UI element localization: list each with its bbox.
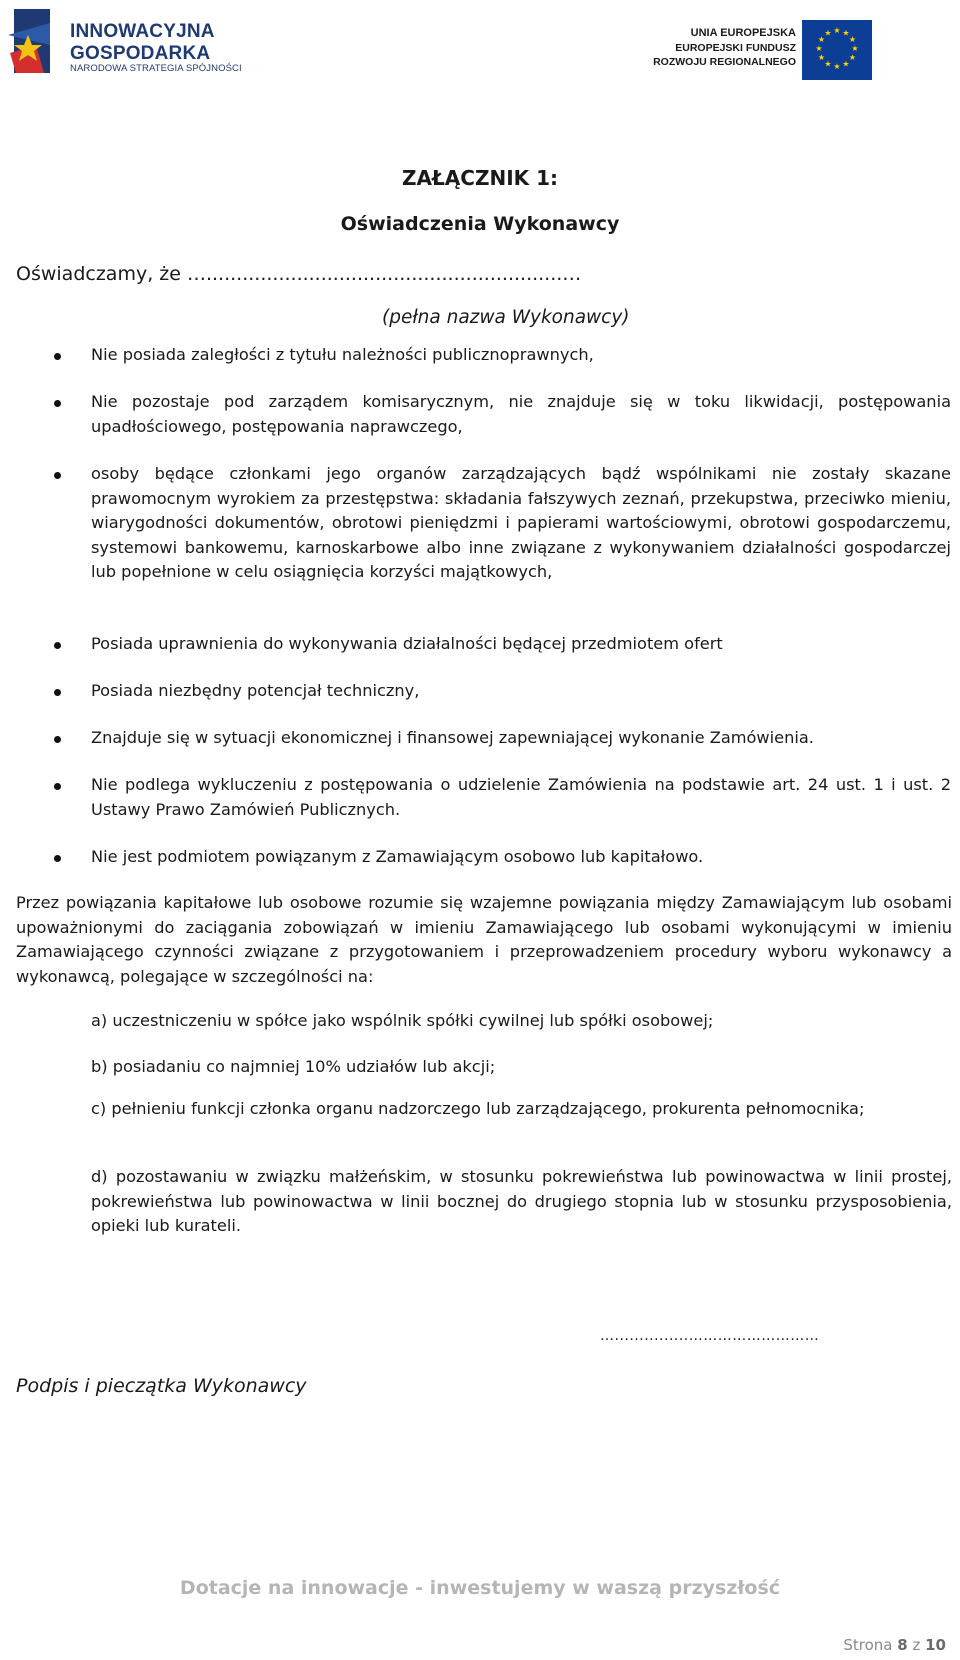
logo-text-line3: NARODOWA STRATEGIA SPÓJNOŚCI (70, 63, 242, 74)
bullet-dot (54, 353, 61, 360)
eu-logo (653, 18, 872, 82)
page-number (843, 1636, 946, 1654)
page-total: 10 (925, 1636, 946, 1654)
eu-logo-line3: ROZWOJU REGIONALNEGO (653, 56, 796, 68)
svg-text:★: ★ (842, 28, 850, 38)
logo-text-line1: INNOWACYJNA (70, 21, 215, 42)
svg-text:★: ★ (851, 44, 859, 53)
document-title: ZAŁĄCZNIK 1: (401, 166, 559, 190)
svg-text:★: ★ (815, 44, 823, 53)
eu-stars-icon (802, 20, 872, 80)
bullet-dot (54, 400, 61, 407)
bullet-dot (54, 642, 61, 649)
bullet-dot (54, 472, 61, 479)
svg-text:★: ★ (817, 53, 826, 62)
declaration-lead: Oświadczamy, że …...........................................................… (16, 263, 582, 285)
eu-logo-line2: EUROPEJSKI FUNDUSZ (675, 42, 796, 54)
bullet-item: Nie posiada zaległości z tytułu należności publicznoprawnych, (91, 345, 594, 364)
document-subtitle: Oświadczenia Wykonawcy (340, 213, 620, 235)
logo-text-line2: GOSPODARKA (70, 43, 211, 64)
bullet-item: Znajduje się w sytuacji ekonomicznej i finansowej zapewniającej wykonanie Zamówienia. (91, 728, 814, 747)
svg-text:★: ★ (833, 26, 841, 35)
svg-text:★: ★ (824, 28, 832, 38)
svg-text:★: ★ (848, 35, 857, 44)
bullet-dot (54, 783, 61, 790)
program-emblem-icon (6, 5, 66, 77)
innowacyjna-gospodarka-logo (6, 5, 242, 77)
bullet-dot (54, 736, 61, 743)
sub-item: a) uczestniczeniu w spółce jako wspólnik spółki cywilnej lub spółki osobowej; (91, 1011, 714, 1030)
svg-text:★: ★ (848, 53, 857, 62)
svg-text:★: ★ (824, 59, 832, 69)
contractor-name-hint: (pełna nazwa Wykonawcy) (382, 307, 630, 328)
bullet-item: Nie podlega wykluczeniu z postępowania o udzielenie Zamówienia na podstawie art. 24 ust. 1 i ust. 2 Ustawy Prawo Zamówień Publicznych. (91, 775, 951, 819)
page-prefix: Strona (843, 1636, 893, 1654)
sub-item: d) pozostawaniu w związku małżeńskim, w stosunku pokrewieństwa lub powinowactwa w linii prostej, pokrewieństwa lub powinowactwa w linii bocznej do drugiego stopnia lub w stosunku przysposobienia, opieki lub kurateli. (91, 1167, 952, 1235)
eu-flag-icon (802, 20, 872, 80)
sub-item: c) pełnieniu funkcji członka organu nadzorczego lub zarządzającego, prokurenta pełnomocnika; (91, 1099, 865, 1118)
page-current: 8 (897, 1636, 908, 1654)
signature-label: Podpis i pieczątka Wykonawcy (16, 1375, 307, 1397)
signature-line: …...............……………………… (600, 1328, 820, 1344)
svg-text:★: ★ (833, 62, 841, 71)
bullet-item: Posiada uprawnienia do wykonywania działalności będącej przedmiotem ofert (91, 634, 723, 653)
page-separator: z (912, 1636, 921, 1654)
bullet-item: osoby będące członkami jego organów zarządzających bądź wspólnikami nie zostały skazane prawomocnym wyrokiem za przestępstwa: składania fałszywych zeznań, przekupstwa, przeciwko mieniu, wiarygodności dokumentów, obrotowi pieniędzmi i papierami wartościowymi, obrotowi gospodarczemu, systemowi bankowemu, karnoskarbowe albo inne związane z wykonywaniem działalności gospodarczej lub popełnione w celu osiągnięcia korzyści majątkowych, (91, 464, 951, 581)
bullet-dot (54, 689, 61, 696)
sub-item: b) posiadaniu co najmniej 10% udziałów lub akcji; (91, 1057, 496, 1076)
related-entities-paragraph: Przez powiązania kapitałowe lub osobowe rozumie się wzajemne powiązania między Zamawiającym lub osobami upoważnionymi do zaciągania zobowiązań w imieniu Zamawiającego lub osobami wykonującymi w imieniu Zamawiającego czynności związane z przygotowaniem i przeprowadzeniem procedury wyboru wykonawcy a wykonawcą, polegające w szczególności na: (16, 893, 952, 986)
bullet-item: Posiada niezbędny potencjał techniczny, (91, 681, 420, 700)
svg-text:★: ★ (842, 59, 850, 69)
footer-slogan: Dotacje na innowacje - inwestujemy w waszą przyszłość (179, 1577, 781, 1599)
bullet-item: Nie jest podmiotem powiązanym z Zamawiającym osobowo lub kapitałowo. (91, 847, 704, 866)
bullet-dot (54, 855, 61, 862)
eu-logo-line1: UNIA EUROPEJSKA (690, 27, 796, 39)
bullet-item: Nie pozostaje pod zarządem komisarycznym, nie znajduje się w toku likwidacji, postępowania upadłościowego, postępowania naprawczego, (91, 392, 951, 436)
svg-text:★: ★ (817, 35, 826, 44)
